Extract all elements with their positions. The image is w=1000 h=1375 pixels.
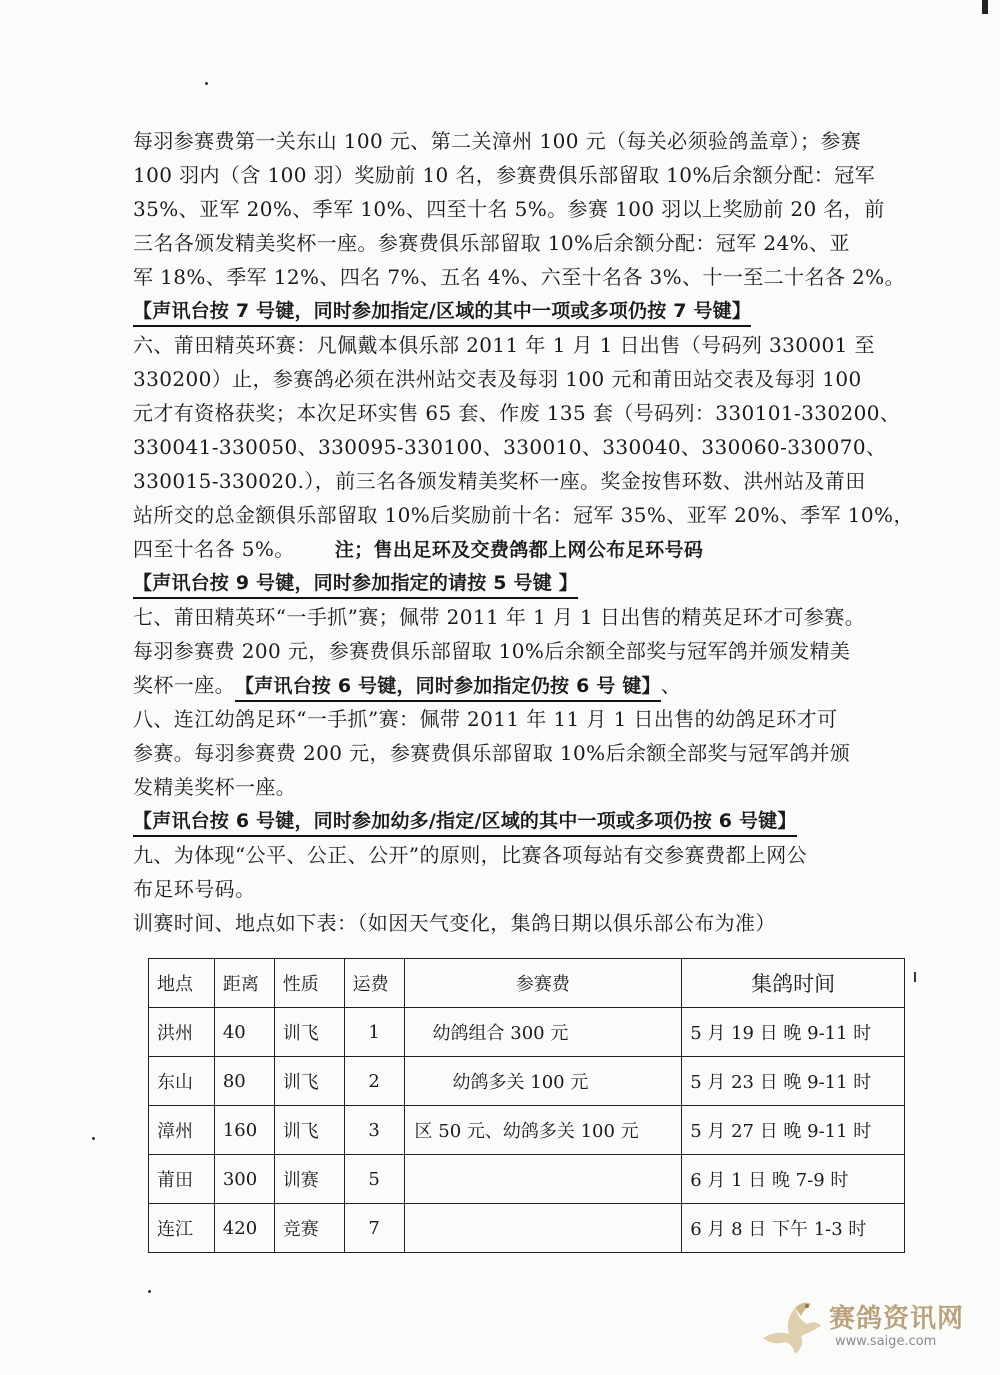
text-fragment: 四至十名各 5%。 (133, 537, 295, 561)
cell-freight: 1 (344, 1008, 404, 1057)
cell-type: 训飞 (274, 1106, 344, 1155)
text-line (133, 668, 923, 702)
cell-entry-fee (404, 1204, 682, 1253)
cell-freight: 7 (344, 1204, 404, 1253)
scan-speck (914, 972, 916, 982)
hotline-notice-text: 【声讯台按 7 号键，同时参加指定/区域的其中一项或多项仍按 7 号键】 (133, 297, 751, 327)
hotline-notice-text: 【声讯台按 6 号键，同时参加指定仍按 6 号 键】 (235, 672, 661, 702)
document-body (133, 124, 923, 940)
table-header-row (149, 959, 905, 1008)
cell-entry-fee: 幼鸽多关 100 元 (404, 1057, 682, 1106)
cell-location: 莆田 (149, 1155, 215, 1204)
text-line: 布足环号码。 (133, 877, 256, 901)
cell-collection-time: 5 月 27 日 晚 9-11 时 (682, 1106, 905, 1155)
text-line: 训赛时间、地点如下表：（如因天气变化，集鸽日期以俱乐部公布为准） (133, 911, 776, 935)
cell-location: 漳州 (149, 1106, 215, 1155)
hotline-notice (133, 566, 923, 600)
cell-freight: 3 (344, 1106, 404, 1155)
text-fragment: 奖杯一座。 (133, 673, 235, 697)
scan-speck (205, 82, 208, 85)
table-row (149, 1106, 905, 1155)
text-line: 三名各颁发精美奖杯一座。参赛费俱乐部留取 10%后余额分配：冠军 24%、亚 (133, 231, 850, 255)
training-schedule-table (148, 958, 905, 1253)
cell-freight: 5 (344, 1155, 404, 1204)
publish-note: 注；售出足环及交费鸽都上网公布足环号码 (334, 539, 704, 561)
table-row (149, 1008, 905, 1057)
cell-type: 竞赛 (274, 1204, 344, 1253)
cell-collection-time: 5 月 19 日 晚 9-11 时 (682, 1008, 905, 1057)
cell-location: 东山 (149, 1057, 215, 1106)
cell-entry-fee: 幼鸽组合 300 元 (404, 1008, 682, 1057)
cell-entry-fee: 区 50 元、幼鸽多关 100 元 (404, 1106, 682, 1155)
cell-collection-time: 5 月 23 日 晚 9-11 时 (682, 1057, 905, 1106)
header-entry-fee: 参赛费 (404, 959, 682, 1008)
text-line: 330015-330020.），前三名各颁发精美奖杯一座。奖金按售环数、洪州站及莆田 (133, 469, 866, 493)
text-line: 100 羽内（含 100 羽）奖励前 10 名，参赛费俱乐部留取 10%后余额分配：冠军 (133, 163, 875, 187)
cell-distance: 420 (214, 1204, 274, 1253)
table-row (149, 1155, 905, 1204)
cell-distance: 160 (214, 1106, 274, 1155)
cell-location: 连江 (149, 1204, 215, 1253)
text-line: 九、为体现“公平、公正、公开”的原则，比赛各项每站有交参赛费都上网公 (133, 843, 808, 867)
cell-type: 训飞 (274, 1008, 344, 1057)
watermark-url: www.saige.com (835, 1334, 937, 1349)
header-type: 性质 (274, 959, 344, 1008)
text-line: 330041-330050、330095-330100、330010、330040、330060-330070、 (133, 435, 887, 459)
header-collection-time: 集鸽时间 (682, 959, 905, 1008)
text-fragment: 、 (660, 673, 682, 697)
text-line: 八、连江幼鸽足环“一手抓”赛：佩带 2011 年 11 月 1 日出售的幼鸽足环才可 (133, 707, 838, 731)
text-line: 军 18%、季军 12%、四名 7%、五名 4%、六至十名各 3%、十一至二十名各 2%。 (133, 265, 905, 289)
watermark-site-name: 赛鸽资讯网 (829, 1304, 965, 1334)
header-location: 地点 (149, 959, 215, 1008)
scan-edge-mark (982, 0, 988, 14)
cell-type: 训赛 (274, 1155, 344, 1204)
scan-speck (148, 1290, 151, 1293)
cell-entry-fee (404, 1155, 682, 1204)
cell-collection-time: 6 月 1 日 晚 7-9 时 (682, 1155, 905, 1204)
text-line: 七、莆田精英环“一手抓”赛；佩带 2011 年 1 月 1 日出售的精英足环才可参赛。 (133, 605, 866, 629)
cell-distance: 40 (214, 1008, 274, 1057)
text-line: 每羽参赛费第一关东山 100 元、第二关漳州 100 元（每关必须验鸽盖章）；参赛 (133, 129, 862, 153)
table-row (149, 1204, 905, 1253)
cell-freight: 2 (344, 1057, 404, 1106)
text-line: 每羽参赛费 200 元，参赛费俱乐部留取 10%后余额全部奖与冠军鸽并颁发精美 (133, 639, 851, 663)
site-watermark (755, 1290, 985, 1360)
hotline-notice-text: 【声讯台按 6 号键，同时参加幼多/指定/区域的其中一项或多项仍按 6 号键】 (133, 807, 797, 837)
cell-type: 训飞 (274, 1057, 344, 1106)
text-line: 参赛。每羽参赛费 200 元，参赛费俱乐部留取 10%后余额全部奖与冠军鸽并颁 (133, 741, 851, 765)
text-line: 发精美奖杯一座。 (133, 775, 297, 799)
cell-location: 洪州 (149, 1008, 215, 1057)
pigeon-logo-icon (755, 1290, 825, 1360)
text-line: 元才有资格获奖；本次足环实售 65 套、作废 135 套（号码列：330101-330200、 (133, 401, 901, 425)
text-line: 330200）止，参赛鸽必须在洪州站交表及每羽 100 元和莆田站交表及每羽 100 (133, 367, 862, 391)
scan-speck (92, 1137, 95, 1140)
hotline-notice-text: 【声讯台按 9 号键，同时参加指定的请按 5 号键 】 (133, 569, 578, 599)
header-freight: 运费 (344, 959, 404, 1008)
hotline-notice (133, 804, 923, 838)
cell-distance: 300 (214, 1155, 274, 1204)
text-line: 站所交的总金额俱乐部留取 10%后奖励前十名：冠军 35%、亚军 20%、季军 10%， (133, 503, 914, 527)
cell-collection-time: 6 月 8 日 下午 1-3 时 (682, 1204, 905, 1253)
text-line (133, 532, 923, 566)
text-line: 35%、亚军 20%、季军 10%、四至十名 5%。参赛 100 羽以上奖励前 20 名，前 (133, 197, 885, 221)
cell-distance: 80 (214, 1057, 274, 1106)
text-line: 六、莆田精英环赛：凡佩戴本俱乐部 2011 年 1 月 1 日出售（号码列 330001 至 (133, 333, 875, 357)
hotline-notice (133, 294, 923, 328)
table-row (149, 1057, 905, 1106)
header-distance: 距离 (214, 959, 274, 1008)
